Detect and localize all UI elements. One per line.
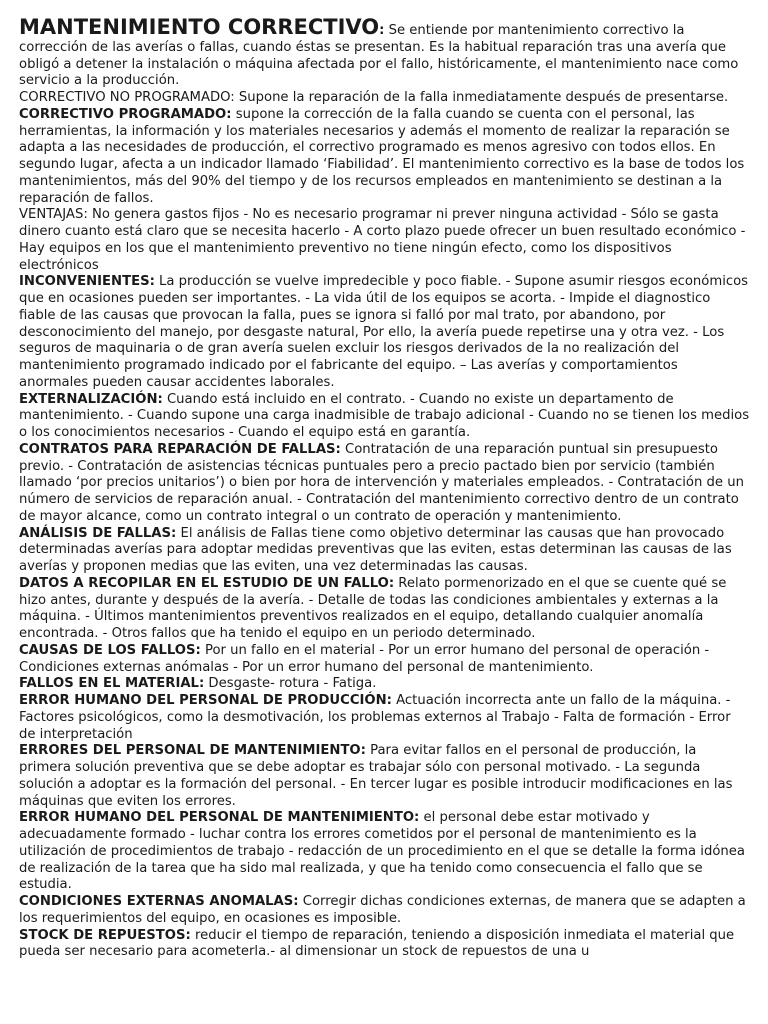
section-text: Desgaste- rotura - Fatiga. xyxy=(204,676,377,692)
section-text: supone la corrección de la falla cuando se cuenta con el personal, las herramientas, la información y los materiales necesarios y además el momento de realizar la reparación se adapta a las necesidades de producción, el correctivo programado es menos agresivo con todos ellos. En segundo lugar, afecta a un indicador llamado ‘Fiabilidad’. El mantenimiento correctivo es la base de todos los mantenimientos, más del 90% del tiempo y de los recursos empleados en mantenimiento se destinan a la reparación de fallos. xyxy=(19,106,745,206)
section-text: reducir el tiempo de reparación, teniendo a disposición inmediata el material que pueda ser necesario para acometerla.- al dimensionar un stock de repuestos de una u xyxy=(19,927,735,960)
section-text: el personal debe estar motivado y adecuadamente formado - luchar contra los errores cometidos por el personal de mantenimiento es la utilización de procedimientos de trabajo - redacción de un procedimiento en el que se detalle la forma idónea de realización de la tarea que ha sido mal realizada, y que ha tenido como consecuencia el fallo que se estudia. xyxy=(19,810,745,893)
section-text: Corregir dichas condiciones externas, de manera que se adapten a los requerimientos del equipo, en ocasiones es imposible. xyxy=(19,894,746,926)
section-heading: ERRORES DEL PERSONAL DE MANTENIMIENTO: xyxy=(19,743,366,759)
section-heading: CAUSAS DE LOS FALLOS: xyxy=(19,642,201,658)
heading-separator: : xyxy=(230,90,235,105)
section-text: Contratación de una reparación puntual sin presupuesto previo. - Contratación de asistencias técnicas puntuales pero a precio pactado bien por servicio (también llamado ‘por precios unitarios’) o bien por hora de intervención y materiales empleados. - Contratación de un número de servicios de reparación anual. - Contratación del mantenimiento correctivo dentro de un contrato de mayor alcance, como un contrato integral o un contrato de operación y mantenimiento. xyxy=(19,441,744,524)
section-text: Por un fallo en el material - Por un error humano del personal de operación - Condiciones externas anómalas - Por un error humano del personal de mantenimiento. xyxy=(19,642,710,675)
section-ventajas xyxy=(19,207,750,274)
heading-separator: : xyxy=(83,207,88,223)
section-heading: CORRECTIVO NO PROGRAMADO xyxy=(19,90,231,105)
section-text: Se entiende por mantenimiento correctivo la corrección de las averías o fallas, cuando éstas se presentan. Es la habitual reparación tras una avería que obligó a detener la instalación o máquina afectada por el fallo, históricamente, el mantenimiento nace como servicio a la producción. xyxy=(19,23,739,89)
section-heading: CONDICIONES EXTERNAS ANOMALAS: xyxy=(19,894,299,909)
section-inconvenientes xyxy=(19,274,750,391)
section-datos-a-recopilar xyxy=(19,576,750,643)
section-text: No genera gastos fijos - No es necesario programar ni prever ninguna actividad - Sólo se gasta dinero cuanto está claro que se necesita hacerlo - A corto plazo puede ofrecer un buen resultado económico - Hay equipos en los que el mantenimiento preventivo no tiene ningún efecto, como los dispositivos electrónicos xyxy=(19,207,746,273)
section-heading: MANTENIMIENTO CORRECTIVO xyxy=(19,15,380,39)
section-text: Cuando está incluido en el contrato. - Cuando no existe un departamento de mantenimiento. - Cuando supone una carga inadmisible de trabajo adicional - Cuando no se tienen los medios o los conocimientos necesarios - Cuando el equipo está en garantía. xyxy=(19,391,750,440)
section-errores-personal-mantenimiento xyxy=(19,743,750,810)
section-heading: EXTERNALIZACIÓN: xyxy=(19,391,163,407)
section-causas-de-los-fallos xyxy=(19,643,750,677)
section-text: Para evitar fallos en el personal de producción, la primera solución preventiva que se debe adoptar es trabajar sólo con personal motivado. - La segunda solución a adoptar es la formación del personal. - En tercer lugar es posible introducir modificaciones en las máquinas que eviten los errores. xyxy=(19,743,733,809)
section-heading: CONTRATOS PARA REPARACIÓN DE FALLAS: xyxy=(19,441,341,457)
section-heading: ERROR HUMANO DEL PERSONAL DE MANTENIMIENTO: xyxy=(19,810,420,826)
section-text: Supone la reparación de la falla inmediatamente después de presentarse. xyxy=(234,90,729,105)
section-correctivo-programado xyxy=(19,107,750,208)
section-text: Actuación incorrecta ante un fallo de la máquina. - Factores psicológicos, como la desmotivación, los problemas externos al Trabajo - Falta de formación - Error de interpretación xyxy=(19,693,731,742)
section-heading: ERROR HUMANO DEL PERSONAL DE PRODUCCIÓN: xyxy=(19,693,392,708)
section-heading: DATOS A RECOPILAR EN EL ESTUDIO DE UN FALLO: xyxy=(19,575,395,591)
section-externalizacion xyxy=(19,392,750,442)
section-heading: ANÁLISIS DE FALLAS: xyxy=(19,525,177,541)
section-stock-de-repuestos xyxy=(19,928,750,962)
section-heading: STOCK DE REPUESTOS: xyxy=(19,927,191,943)
section-mantenimiento-correctivo xyxy=(19,16,750,90)
section-condiciones-externas xyxy=(19,894,750,928)
section-correctivo-no-programado xyxy=(19,90,750,107)
section-error-humano-mantenimiento xyxy=(19,810,750,894)
section-error-humano-produccion xyxy=(19,693,750,743)
document-page xyxy=(19,16,750,961)
section-heading: VENTAJAS xyxy=(19,207,84,223)
heading-separator: : xyxy=(379,23,385,38)
section-text: El análisis de Fallas tiene como objetivo determinar las causas que han provocado determinadas averías para adoptar medidas preventivas que las eviten, estas determinan las causas de las averías y proponen medias que las eviten, una vez determinadas las causas. xyxy=(19,525,732,574)
section-fallos-en-el-material xyxy=(19,676,750,693)
section-heading: INCONVENIENTES: xyxy=(19,274,155,290)
section-text: Relato pormenorizado en el que se cuente qué se hizo antes, durante y después de la avería. - Detalle de todas las condiciones ambientales y externas a la máquina. - Últimos mantenimientos preventivos realizados en el equipo, detallando cualquier anomalía encontrada. - Otros fallos que ha tenido el equipo en un periodo determinado. xyxy=(19,575,727,641)
section-analisis-de-fallas xyxy=(19,526,750,576)
section-heading: CORRECTIVO PROGRAMADO: xyxy=(19,106,232,122)
section-heading: FALLOS EN EL MATERIAL: xyxy=(19,676,205,692)
section-contratos-reparacion xyxy=(19,442,750,526)
section-text: La producción se vuelve impredecible y poco fiable. - Supone asumir riesgos económicos que en ocasiones pueden ser importantes. - La vida útil de los equipos se acorta. - Impide el diagnostico fiable de las causas que provocan la falla, pues se ignora si falló por mal trato, por abandono, por desconocimiento del manejo, por desgaste natural, Por ello, la avería puede repetirse una y otra vez. - Los seguros de maquinaria o de gran avería suelen excluir los riesgos derivados de la no realización del mantenimiento programado indicado por el fabricante del equipo. – Las averías y comportamientos anormales pueden causar accidentes laborales. xyxy=(19,274,749,390)
